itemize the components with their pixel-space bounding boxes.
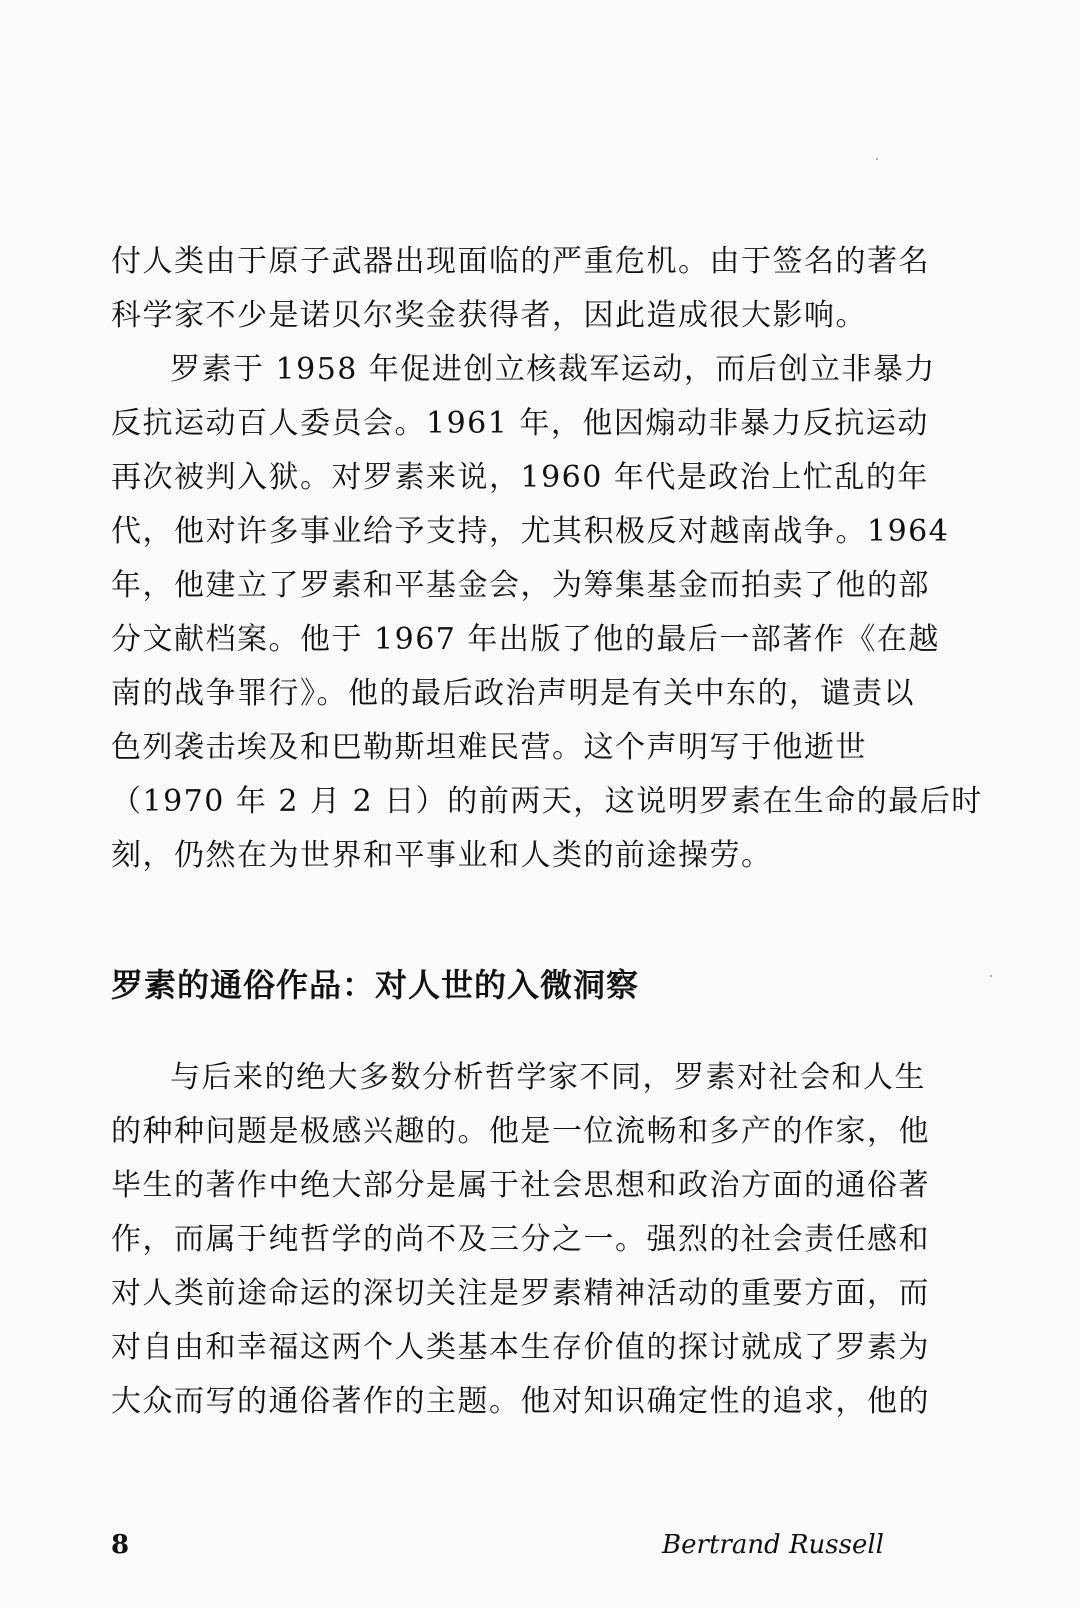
- paragraph-line: 科学家不少是诺贝尔奖金获得者，因此造成很大影响。: [111, 298, 867, 333]
- section-heading: 罗素的通俗作品：对人世的入微洞察: [111, 966, 640, 1004]
- paragraph-line: 与后来的绝大多数分析哲学家不同，罗素对社会和人生: [170, 1060, 926, 1095]
- paragraph-line: （1970 年 2 月 2 日）的前两天，这说明罗素在生命的最后时: [111, 784, 983, 819]
- paragraph-line: 付人类由于原子武器出现面临的严重危机。由于签名的著名: [111, 244, 930, 279]
- paragraph-line: 反抗运动百人委员会。1961 年，他因煽动非暴力反抗运动: [111, 406, 929, 441]
- paragraph-line: 刻，仍然在为世界和平事业和人类的前途操劳。: [111, 838, 773, 873]
- paragraph-line: 南的战争罪行》。他的最后政治声明是有关中东的，谴责以: [111, 676, 915, 711]
- paragraph-line: 大众而写的通俗著作的主题。他对知识确定性的追求，他的: [111, 1384, 930, 1419]
- paragraph-line: 代，他对许多事业给予支持，尤其积极反对越南战争。1964: [111, 514, 950, 549]
- page-number: 8: [111, 1530, 130, 1560]
- paragraph-line: 对人类前途命运的深切关注是罗素精神活动的重要方面，而: [111, 1276, 930, 1311]
- paragraph-line: 对自由和幸福这两个人类基本生存价值的探讨就成了罗素为: [111, 1330, 930, 1365]
- paragraph-line: 再次被判入狱。对罗素来说，1960 年代是政治上忙乱的年: [111, 460, 929, 495]
- paragraph-line: 作，而属于纯哲学的尚不及三分之一。强烈的社会责任感和: [111, 1222, 930, 1257]
- paragraph-line: 色列袭击埃及和巴勒斯坦难民营。这个声明写于他逝世: [111, 730, 867, 765]
- scan-speck: [990, 975, 992, 977]
- paragraph-line: 年，他建立了罗素和平基金会，为筹集基金而拍卖了他的部: [111, 568, 930, 603]
- paragraph-line: 的种种问题是极感兴趣的。他是一位流畅和多产的作家，他: [111, 1114, 930, 1149]
- paragraph-line: 分文献档案。他于 1967 年出版了他的最后一部著作《在越: [111, 622, 940, 657]
- paragraph-line: 毕生的著作中绝大部分是属于社会思想和政治方面的通俗著: [111, 1168, 930, 1203]
- running-title: Bertrand Russell: [662, 1530, 884, 1560]
- paragraph-line: 罗素于 1958 年促进创立核裁军运动，而后创立非暴力: [170, 352, 936, 387]
- scan-speck: [876, 158, 878, 160]
